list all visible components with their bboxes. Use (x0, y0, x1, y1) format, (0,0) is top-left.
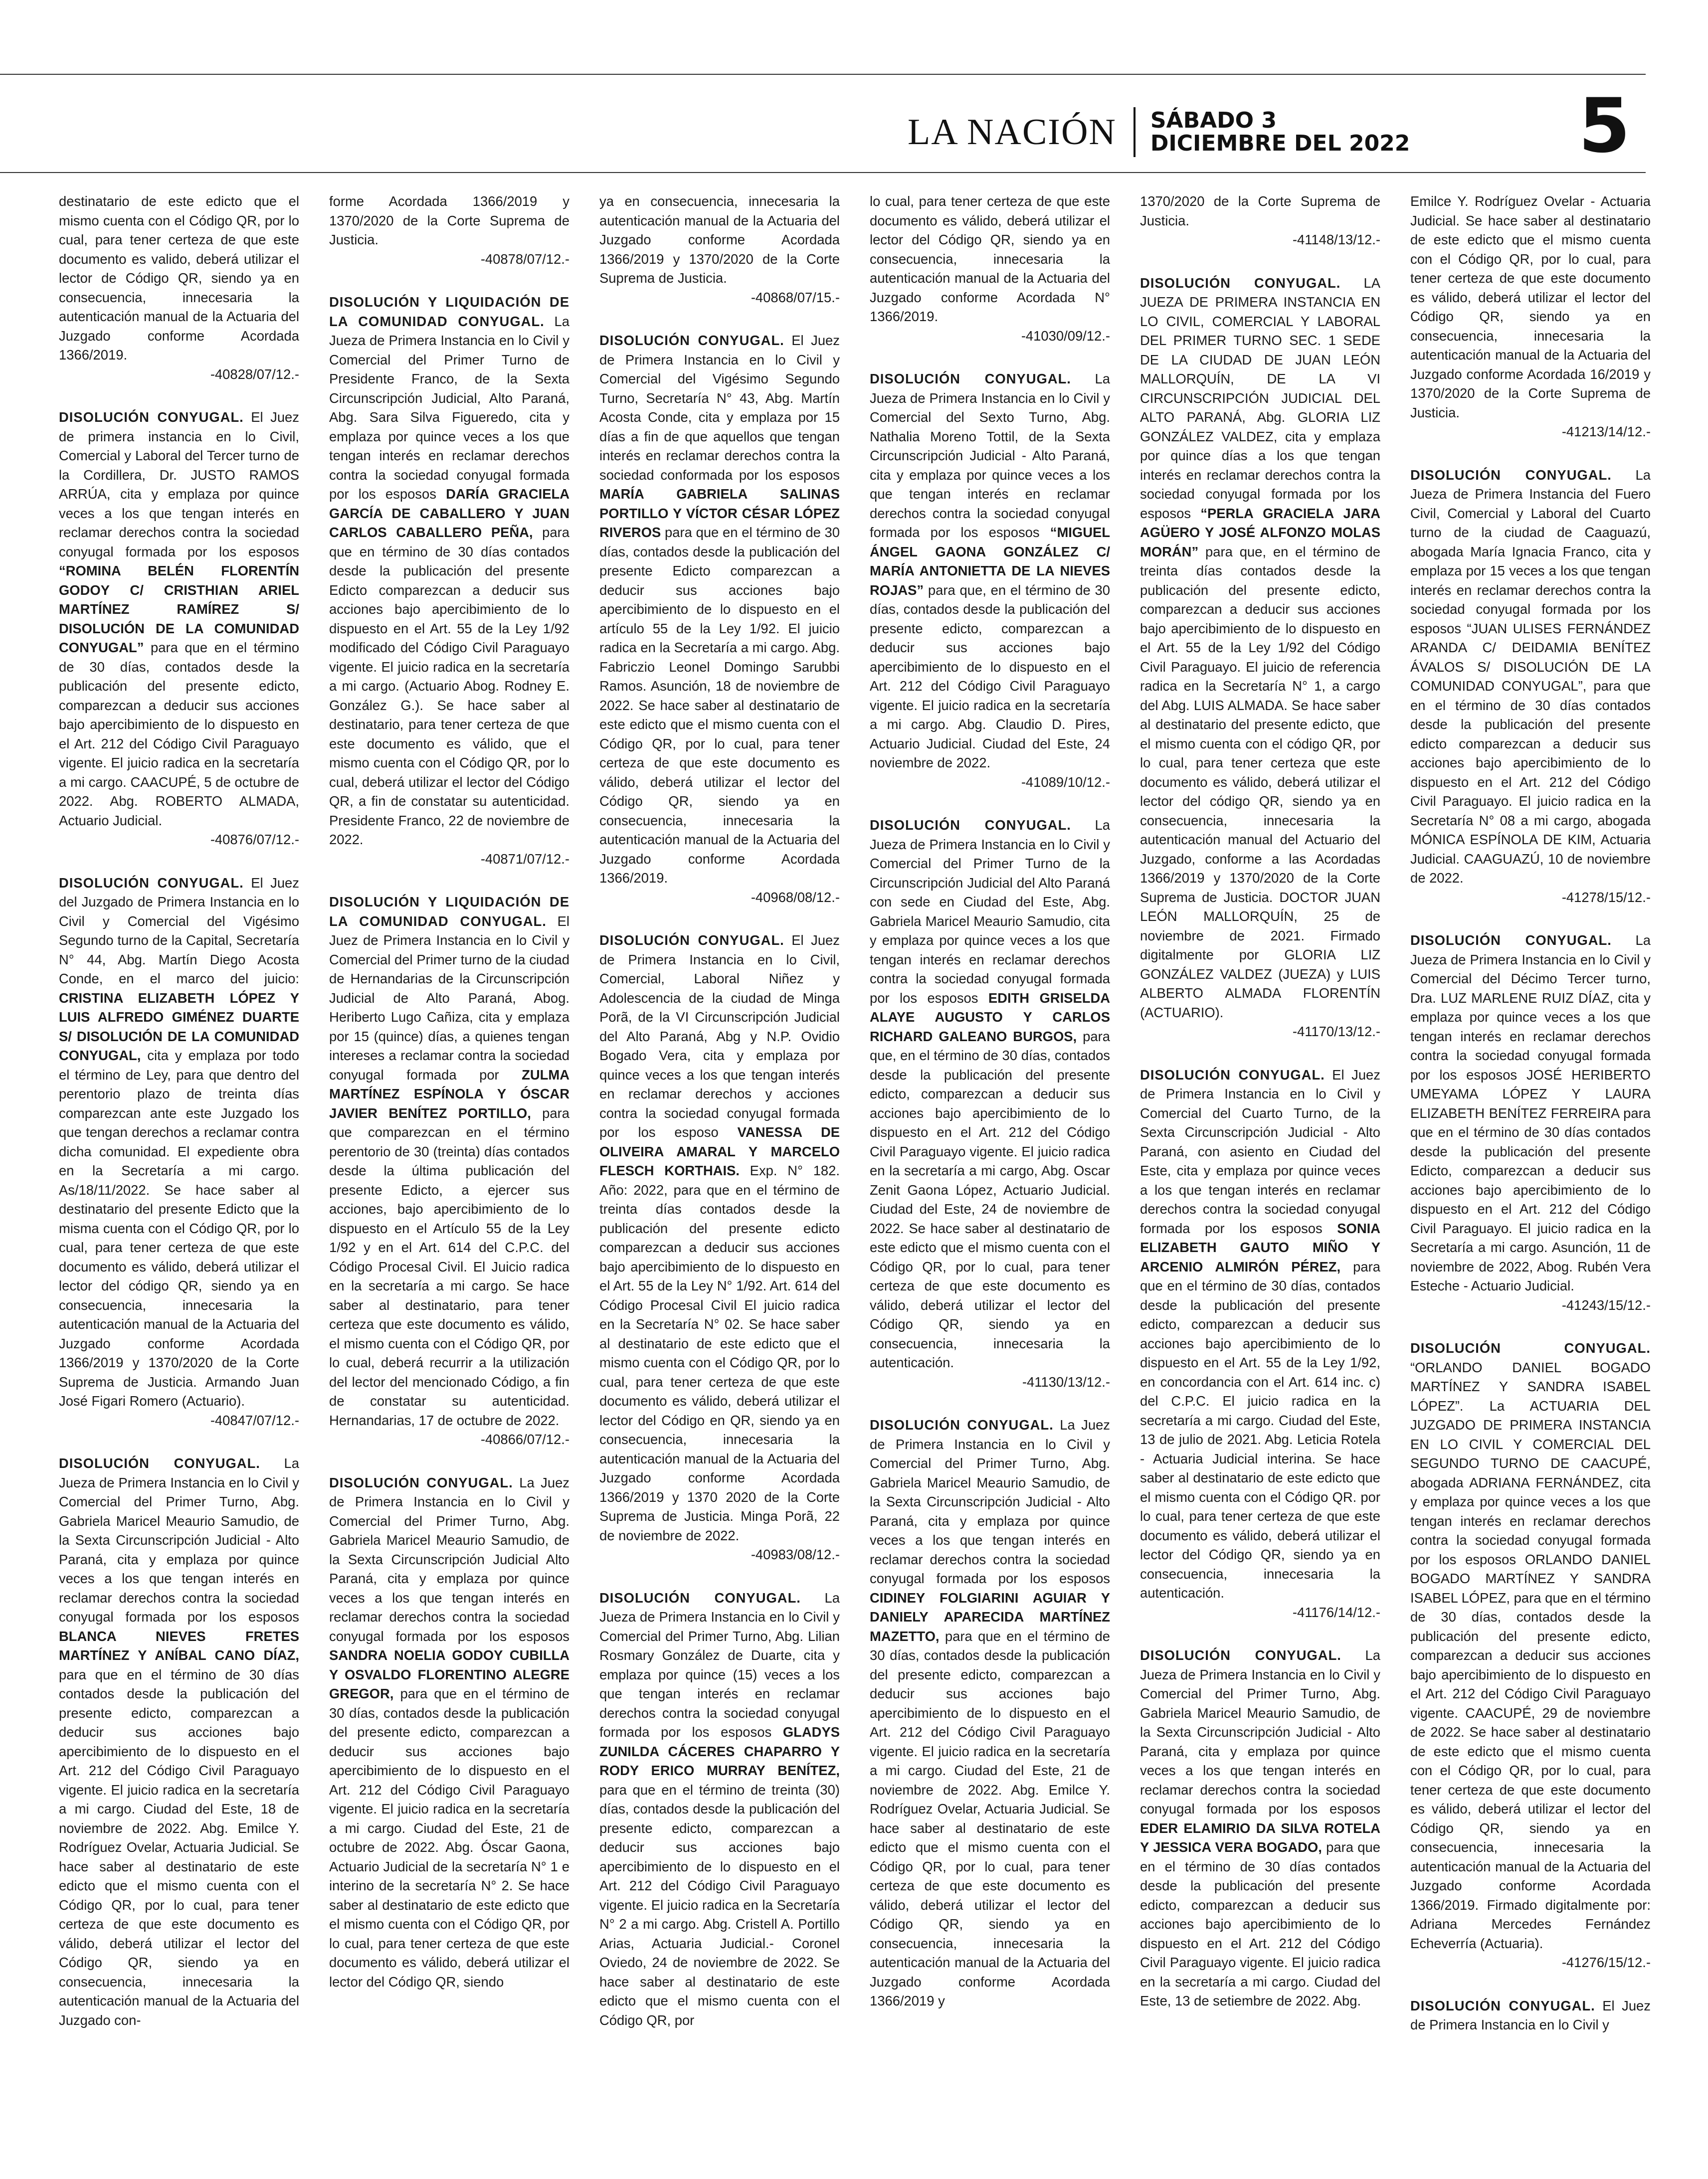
legal-notice: ya en consecuencia, innecesaria la autenticación manual de la Actuaria del Juzgado conforme Acordada 1366/2019 y 1370/2020 de la Corte Suprema de Justicia. -40868/07/15.- (599, 193, 840, 305)
legal-notice: DISOLUCIÓN CONYUGAL. La Jueza de Primera Instancia en lo Civil y Comercial del Primer Turno, Abg. Gabriela Maricel Meaurio Samudio, de la Sexta Circunscripción Judicial - Alto Paraná, cita y emplaza por quince veces a los que tengan interés en reclamar derechos contra la sociedad conyugal formada por los esposos EDER ELAMIRIO DA SILVA ROTELA Y JESSICA VERA BOGADO, para que en el término de 30 días contados desde la publicación del presente edicto, comparezcan a deducir sus acciones bajo apercibimiento de lo dispuesto en el Art. 212 del Código Civil Paraguayo vigente. El juicio radica en la secretaría a mi cargo. Ciudad del Este, 13 de setiembre de 2022. Abg. (1140, 1647, 1380, 2008)
legal-notice: DISOLUCIÓN CONYUGAL. La Juez de Primera Instancia en lo Civil y Comercial del Primer Turno, Abg. Gabriela Maricel Meaurio Samudio, de la Sexta Circunscripción Judicial Alto Paraná, cita y emplaza por quince veces a los que tengan interés en reclamar derechos contra la sociedad conyugal formada por los esposos SANDRA NOELIA GODOY CUBILLA Y OSVALDO FLORENTINO ALEGRE GREGOR, para que en el término de 30 días, contados desde la publicación del presente edicto, comparezcan a deducir sus acciones bajo apercibimiento de lo dispuesto en el Art. 212 del Código Civil Paraguayo vigente. El juicio radica en la secretaría a mi cargo. Ciudad del Este, 21 de octubre de 2022. Abg. Óscar Gaona, Actuario Judicial de la secretaría N° 1 e interino de la secretaría N° 2. Se hace saber al destinatario de este edicto que el mismo cuenta con el Código QR, por lo cual, para tener certeza de que este documento es válido, deberá utilizar el lector del Código QR, siendo (329, 1474, 569, 1990)
top-rule (0, 74, 1646, 75)
legal-notice: DISOLUCIÓN CONYUGAL. LA JUEZA DE PRIMERA INSTANCIA EN LO CIVIL, COMERCIAL Y LABORAL DEL PRIMER TURNO SEC. 1 SEDE DE LA CIUDAD DE JUAN LEÓN MALLORQUÍN, DE LA VI CIRCUNSCRIPCIÓN JUDICIAL DEL ALTO PARANÁ, Abg. GLORIA LIZ GONZÁLEZ VALDEZ, cita y emplaza por quince días a los que tengan interés en reclamar derechos contra la sociedad conyugal formada por los esposos “PERLA GRACIELA JARA AGÜERO Y JOSÉ ALFONZO MOLAS MORÁN” para que, en el término de treinta días contados desde la publicación del presente edicto, comparezcan a deducir sus acciones bajo apercibimiento de lo dispuesto en el Art. 55 de la Ley 1/92 del Código Civil Paraguayo. El juicio de referencia radica en la Secretaría N° 1, a cargo del Abg. LUIS ALMADA. Se hace saber al destinatario del presente edicto, que el mismo cuenta con el código QR, por lo cual, para tener certeza que este documento es válido, deberá utilizar el lector del código QR, siendo ya en consecuencia, innecesaria la autenticación manual del Actuario del Juzgado, conforme a las Acordadas 1366/2019 y 1370/2020 de la Corte Suprema de Justicia. DOCTOR JUAN LEÓN MALLORQUÍN, 25 de noviembre de 2021. Firmado digitalmente por GLORIA LIZ GONZÁLEZ VALDEZ (JUEZA) y LUIS ALBERTO ALMADA FLORENTÍN (ACTUARIO). -41170/13/12.- (1140, 275, 1380, 1039)
legal-notice: DISOLUCIÓN CONYUGAL. La Jueza de Primera Instancia en lo Civil y Comercial del Primer Turno de la Circunscripción Judicial del Alto Paraná con sede en Ciudad del Este, Abg. Gabriela Maricel Meaurio Samudio, cita y emplaza por quince veces a los que tengan interés en reclamar derechos contra la sociedad conyugal formada por los esposos EDITH GRISELDA ALAYE AUGUSTO Y CARLOS RICHARD GALEANO BURGOS, para que, en el término de 30 días, contados desde la publicación del presente edicto, comparezcan a deducir sus acciones bajo apercibimiento de lo dispuesto en el Art. 212 del Código Civil Paraguayo vigente. El juicio radica en la secretaría a mi cargo, Abg. Oscar Zenit Gaona López, Actuario Judicial. Ciudad del Este, 24 de noviembre de 2022. Se hace saber al destinatario de este edicto que el mismo cuenta con el Código QR, por lo cual, para tener certeza de que este documento es válido, deberá utilizar el lector del Código QR, siendo ya en consecuencia, innecesaria la autenticación. -41130/13/12.- (870, 817, 1110, 1390)
issue-date-month: DICIEMBRE DEL 2022 (1150, 131, 1410, 156)
classifieds-columns (59, 192, 1651, 2167)
issue-date-day: SÁBADO 3 (1150, 107, 1277, 133)
legal-notice: DISOLUCIÓN CONYUGAL. La Jueza de Primera Instancia en lo Civil y Comercial del Sexto Turno, Abg. Nathalia Moreno Tottil, de la Sexta Circunscripción Judicial - Alto Paraná, cita y emplaza por quince veces a los que tengan interés en reclamar derechos contra la sociedad conyugal formada por los esposos “MIGUEL ÁNGEL GAONA GONZÁLEZ C/ MARÍA ANTONIETTA DE LA NIEVES ROJAS” para que, en el término de 30 días, contados desde la publicación del presente edicto, comparezcan a deducir sus acciones bajo apercibimiento de lo dispuesto en el Art. 212 del Código Civil Paraguayo vigente. El juicio radica en la secretaría a mi cargo. Abg. Claudio D. Pires, Actuario Judicial. Ciudad del Este, 24 noviembre de 2022. -41089/10/12.- (870, 371, 1110, 790)
legal-notice: DISOLUCIÓN CONYUGAL. El Juez de Primera Instancia en lo Civil y Comercial del Vigésimo Segundo Turno, Secretaría N° 43, Abg. Martín Acosta Conde, cita y emplaza por 15 días a fin de que aquellos que tengan interés en reclamar derechos contra la sociedad conformada por los esposos MARÍA GABRIELA SALINAS PORTILLO Y VÍCTOR CÉSAR LÓPEZ RIVEROS para que en el término de 30 días, contados desde la publicación del presente Edicto comparezcan a deducir sus acciones bajo apercibimiento de lo dispuesto en el artículo 55 de la Ley 1/92. El juicio radica en la Secretaría a mi cargo. Abg. Fabriczio Leonel Domingo Sarubbi Ramos. Asunción, 18 de noviembre de 2022. Se hace saber al destinatario de este edicto que el mismo cuenta con el Código QR, por lo cual, para tener certeza de que este documento es válido, deberá utilizar el lector del Código QR, siendo ya en consecuencia, innecesaria la autenticación manual de la Actuaria del Juzgado conforme Acordada 1366/2019. -40968/08/12.- (599, 333, 840, 905)
legal-notice: forme Acordada 1366/2019 y 1370/2020 de la Corte Suprema de Justicia. -40878/07/12.- (329, 193, 569, 267)
legal-notice: lo cual, para tener certeza de que este documento es válido, deberá utilizar el lector del Código QR, siendo ya en consecuencia, innecesaria la autenticación manual de la Actuaria del Juzgado conforme Acordada N° 1366/2019. -41030/09/12.- (870, 193, 1110, 344)
column-3 (599, 192, 840, 2167)
legal-notice: DISOLUCIÓN CONYUGAL. La Jueza de Primera Instancia del Fuero Civil, Comercial y Laboral del Cuarto turno de la ciudad de Caaguazú, abogada María Ignacia Franco, cita y emplaza por 15 veces a los que tengan interés en reclamar derechos contra la sociedad conyugal formada por los esposos “JUAN ULISES FERNÁNDEZ ARANDA C/ DEIDAMIA BENÍTEZ ÁVALOS S/ DISOLUCIÓN DE LA COMUNIDAD CONYUGAL”, para que en el término de 30 días contados desde la publicación del presente edicto comparezcan a deducir sus acciones bajo apercibimiento de lo dispuesto en el Art. 212 del Código Civil Paraguayo. El juicio radica en la Secretaría N° 08 a mi cargo, abogada MÓNICA ESPÍNOLA DE KIM, Actuaria Judicial. CAAGUAZÚ, 10 de noviembre de 2022. -41278/15/12.- (1410, 467, 1651, 905)
header-rule (0, 172, 1646, 173)
legal-notice: DISOLUCIÓN CONYUGAL. La Jueza de Primera Instancia en lo Civil y Comercial del Primer Turno, Abg. Lilian Rosmary González de Duarte, cita y emplaza por quince (15) veces a los que tengan interés en reclamar derechos contra la sociedad conyugal formada por los esposos GLADYS ZUNILDA CÁCERES CHAPARRO Y RODY ERICO MURRAY BENÍTEZ, para que en el término de treinta (30) días, contados desde la publicación del presente edicto, comparezcan a deducir sus acciones bajo apercibimiento de lo dispuesto en el Art. 212 del Código Civil Paraguayo vigente. El juicio radica en la Secretaría N° 2 a mi cargo. Abg. Cristell A. Portillo Arias, Actuaria Judicial.- Coronel Oviedo, 24 de noviembre de 2022. Se hace saber al destinatario de este edicto que el mismo cuenta con el Código QR, por (599, 1590, 840, 2028)
newspaper-logo: LA NACIÓN (908, 112, 1117, 153)
legal-notice: DISOLUCIÓN CONYUGAL. La Jueza de Primera Instancia en lo Civil y Comercial del Décimo Tercer turno, Dra. LUZ MARLENE RUIZ DÍAZ, cita y emplaza por quince veces a los que tengan interés en reclamar derechos contra la sociedad conyugal formada por los esposos JOSÉ HERIBERTO UMEYAMA LÓPEZ Y LAURA ELIZABETH BENÍTEZ FERREIRA para que en el término de 30 días contados desde la publicación del presente Edicto, comparezcan a deducir sus acciones bajo apercibimiento de lo dispuesto en el Art. 212 del Código Civil Paraguayo. El juicio radica en la Secretaría a mi cargo. Asunción, 11 de noviembre de 2022, Abog. Rubén Vera Esteche - Actuario Judicial. -41243/15/12.- (1410, 932, 1651, 1313)
column-5 (1140, 192, 1380, 2167)
column-6 (1410, 192, 1651, 2167)
column-1 (59, 192, 299, 2167)
legal-notice: Emilce Y. Rodríguez Ovelar - Actuaria Judicial. Se hace saber al destinatario de este edicto que el mismo cuenta con el Código QR, por lo cual, para tener certeza de que este documento es válido, deberá utilizar el lector del Código QR, siendo ya en consecuencia, innecesaria la autenticación manual de la Actuaria del Juzgado conforme Acordada 16/2019 y 1370/2020 de la Corte Suprema de Justicia. -41213/14/12.- (1410, 193, 1651, 439)
legal-notice: DISOLUCIÓN CONYUGAL. La Jueza de Primera Instancia en lo Civil y Comercial del Primer Turno, Abg. Gabriela Maricel Meaurio Samudio, de la Sexta Circunscripción Judicial - Alto Paraná, cita y emplaza por quince veces a los que tengan interés en reclamar derechos contra la sociedad conyugal formada por los esposos BLANCA NIEVES FRETES MARTÍNEZ Y ANÍBAL CANO DÍAZ, para que en el término de 30 días contados desde la publicación del presente edicto, comparezcan a deducir sus acciones bajo apercibimiento de lo dispuesto en el Art. 212 del Código Civil Paraguayo vigente. El juicio radica en la secretaría a mi cargo. Ciudad del Este, 18 de noviembre de 2022. Abg. Emilce Y. Rodríguez Ovelar, Actuaria Judicial. Se hace saber al destinatario de este edicto que el mismo cuenta con el Código QR, por lo cual, para tener certeza de que este documento es válido, deberá utilizar el lector del Código QR, siendo ya en consecuencia, innecesaria la autenticación manual de la Actuaria del Juzgado con- (59, 1455, 299, 2028)
legal-notice: destinatario de este edicto que el mismo cuenta con el Código QR, por lo cual, para tener certeza de que este documento es valido, deberá utilizar el lector de Código QR, siendo ya en consecuencia, innecesaria la autenticación manual de la Actuaria del Juzgado conforme Acordada 1366/2019. -40828/07/12.- (59, 193, 299, 382)
legal-notice: DISOLUCIÓN CONYUGAL. El Juez del Juzgado de Primera Instancia en lo Civil y Comercial del Vigésimo Segundo turno de la Capital, Secretaría N° 44, Abg. Martín Diego Acosta Conde, en el marco del juicio: CRISTINA ELIZABETH LÓPEZ Y LUIS ALFREDO GIMÉNEZ DUARTE S/ DISOLUCIÓN DE LA COMUNIDAD CONYUGAL, cita y emplaza por todo el término de Ley, para que dentro del perentorio plazo de treinta días comparezcan ante este Juzgado los que tengan derechos a reclamar contra dicha comunidad. El expediente obra en la Secretaría a mi cargo. As/18/11/2022. Se hace saber al destinatario del presente Edicto que la misma cuenta con el Código QR, por lo cual, para tener certeza de que este documento es válido, deberá utilizar el lector del código QR, siendo ya en consecuencia, innecesaria la autenticación manual de la Actuaria del Juzgado conforme Acordada 1366/2019 y 1370/2020 de la Corte Suprema de Justicia. Armando Juan José Figari Romero (Actuario). -40847/07/12.- (59, 875, 299, 1428)
legal-notice: DISOLUCIÓN CONYUGAL. El Juez de primera instancia en lo Civil, Comercial y Laboral del Tercer turno de la Cordillera, Dr. JUSTO RAMOS ARRÚA, cita y emplaza por quince veces a los que tengan interés en reclamar derechos contra la sociedad conyugal formada por los esposos “ROMINA BELÉN FLORENTÍN GODOY C/ CRISTHIAN ARIEL MARTÍNEZ RAMÍREZ S/ DISOLUCIÓN DE LA COMUNIDAD CONYUGAL” para que en el término de 30 días, contados desde la publicación del presente edicto, comparezcan a deducir sus acciones bajo apercibimiento de lo dispuesto en el Art. 212 del Código Civil Paraguayo vigente. El juicio radica en la secretaría a mi cargo. CAACUPÉ, 5 de octubre de 2022. Abg. ROBERTO ALMADA, Actuario Judicial. -40876/07/12.- (59, 409, 299, 847)
legal-notice: DISOLUCIÓN Y LIQUIDACIÓN DE LA COMUNIDAD CONYUGAL. La Jueza de Primera Instancia en lo Civil y Comercial del Primer Turno de Presidente Franco, de la Sexta Circunscripción Judicial, Alto Paraná, Abg. Sara Silva Figueredo, cita y emplaza por quince veces a los que tengan interés en reclamar derechos contra la sociedad conyugal formada por los esposos DARÍA GRACIELA GARCÍA DE CABALLERO Y JUAN CARLOS CABALLERO PEÑA, para que en término de 30 días contados desde la publicación del presente Edicto comparezcan a deducir sus acciones bajo apercibimiento de lo dispuesto en el Art. 55 de la Ley 1/92 modificado del Código Civil Paraguayo vigente. El juicio radica en la secretaría a mi cargo. (Actuario Abog. Rodney E. González G.). Se hace saber al destinatario, para tener certeza de que este documento es válido, que el mismo cuenta con el Código QR, por lo cual, deberá utilizar el lector del Código QR, a fin de constatar su autenticidad. Presidente Franco, 22 de noviembre de 2022. -40871/07/12.- (329, 294, 569, 867)
legal-notice: DISOLUCIÓN CONYUGAL. La Juez de Primera Instancia en lo Civil y Comercial del Primer Turno, Abg. Gabriela Maricel Meaurio Samudio, de la Sexta Circunscripción Judicial - Alto Paraná, cita y emplaza por quince veces a los que tengan interés en reclamar derechos contra la sociedad conyugal formada por los esposos CIDINEY FOLGIARINI AGUIAR Y DANIELY APARECIDA MARTÍNEZ MAZETTO, para que en el término de 30 días, contados desde la publicación del presente edicto, comparezcan a deducir sus acciones bajo apercibimiento de lo dispuesto en el Art. 212 del Código Civil Paraguayo vigente. El juicio radica en la secretaría a mi cargo. Ciudad del Este, 21 de noviembre de 2022. Abg. Emilce Y. Rodríguez Ovelar, Actuaria Judicial. Se hace saber al destinatario de este edicto que el mismo cuenta con el Código QR, por lo cual, para tener certeza de que este documento es válido, deberá utilizar el lector del Código QR, siendo ya en consecuencia, innecesaria la autenticación manual de la Actuaria del Juzgado conforme Acordada 1366/2019 y (870, 1417, 1110, 2008)
issue-date (1150, 109, 1410, 155)
legal-notice: DISOLUCIÓN CONYUGAL. El Juez de Primera Instancia en lo Civil y Comercial del Cuarto Turno, de la Sexta Circunscripción Judicial - Alto Paraná, con asiento en Ciudad del Este, cita y emplaza por quince veces a los que tengan interés en reclamar derechos contra la sociedad conyugal formada por los esposos SONIA ELIZABETH GAUTO MIÑO Y ARCENIO ALMIRÓN PÉREZ, para que en el término de 30 días, contados desde la publicación del presente edicto, comparezcan a deducir sus acciones bajo apercibimiento de lo dispuesto en el Art. 55 de la Ley 1/92, en concordancia con el Art. 614 inc. c) del C.P.C. El juicio radica en la secretaría a mi cargo. Ciudad del Este, 13 de julio de 2021. Abg. Leticia Rotela - Actuaria Judicial interina. Se hace saber al destinatario de este edicto que el mismo cuenta con el Código QR. por lo cual, para tener certeza de que este documento es válido, deberá utilizar el lector del Código QR, siendo ya en consecuencia, innecesaria la autenticación. -41176/14/12.- (1140, 1067, 1380, 1620)
legal-notice: DISOLUCIÓN Y LIQUIDACIÓN DE LA COMUNIDAD CONYUGAL. El Juez de Primera Instancia en lo Civil y Comercial del Primer turno de la ciudad de Hernandarias de la Circunscripción Judicial de Alto Paraná, Abog. Heriberto Lugo Cañiza, cita y emplaza por 15 (quince) días, a quienes tengan intereses a reclamar contra la sociedad conyugal formada por ZULMA MARTÍNEZ ESPÍNOLA Y ÓSCAR JAVIER BENÍTEZ PORTILLO, para que comparezcan en el término perentorio de 30 (treinta) días contados desde la última publicación del presente Edicto, a ejercer sus acciones, bajo apercibimiento de lo dispuesto en el Artículo 55 de la Ley 1/92 y en el Art. 614 del C.P.C. del Código Procesal Civil. El Juicio radica en la secretaría a mi cargo. Se hace saber al destinatario, para tener certeza que este documento es válido, el mismo cuenta con el Código QR, por lo cual, deberá recurrir a la utilización del lector del mencionado Código, a fin de constatar su autenticidad. Hernandarias, 17 de octubre de 2022. -40866/07/12.- (329, 894, 569, 1447)
legal-notice: DISOLUCIÓN CONYUGAL. El Juez de Primera Instancia en lo Civil y (1410, 1997, 1651, 2032)
legal-notice: 1370/2020 de la Corte Suprema de Justicia. -41148/13/12.- (1140, 193, 1380, 247)
legal-notice: DISOLUCIÓN CONYUGAL. “ORLANDO DANIEL BOGADO MARTÍNEZ Y SANDRA ISABEL LÓPEZ”. La ACTUARIA DEL JUZGADO DE PRIMERA INSTANCIA EN LO CIVIL Y COMERCIAL DEL SEGUNDO TURNO DE CAACUPÉ, abogada ADRIANA FERNÁNDEZ, cita y emplaza por quince veces a los que tengan interés en reclamar derechos contra la sociedad conyugal formada por los esposos ORLANDO DANIEL BOGADO MARTÍNEZ Y SANDRA ISABEL LÓPEZ, para que en el término de 30 días, contados desde la publicación del presente edicto, comparezcan a deducir sus acciones bajo apercibimiento de lo dispuesto en el Art. 212 del Código Civil Paraguayo vigente. CAACUPÉ, 29 de noviembre de 2022. Se hace saber al destinatario de este edicto que el mismo cuenta con el Código QR, por lo cual, para tener certeza de que este documento es válido, deberá utilizar el lector del Código QR, siendo ya en consecuencia, innecesaria la autenticación manual de la Actuaria del Juzgado conforme Acordada 1366/2019. Firmado digitalmente por: Adriana Mercedes Fernández Echeverría (Actuaria). -41276/15/12.- (1410, 1340, 1651, 1970)
page-number: 5 (1578, 83, 1631, 170)
masthead (908, 107, 1410, 157)
masthead-divider (1134, 107, 1136, 157)
column-2 (329, 192, 569, 2167)
column-4 (870, 192, 1110, 2167)
legal-notice: DISOLUCIÓN CONYUGAL. El Juez de Primera Instancia en lo Civil, Comercial, Laboral Niñez y Adolescencia de la ciudad de Minga Porã, de la VI Circunscripción Judicial del Alto Paraná, Abg y N.P. Ovidio Bogado Vera, cita y emplaza por quince veces a los que tengan interés en reclamar derechos y acciones contra la sociedad conyugal formada por los esposo VANESSA DE OLIVEIRA AMARAL Y MARCELO FLESCH KORTHAIS. Exp. N° 182. Año: 2022, para que en el término de treinta días contados desde la publicación del presente edicto comparezcan a deducir sus acciones bajo apercibimiento de lo dispuesto en el Art. 55 de la Ley N° 1/92. Art. 614 del Código Procesal Civil El juicio radica en la Secretaría N° 02. Se hace saber al destinatario de este edicto que el mismo cuenta con el Código QR, por lo cual, para tener certeza de que este documento es válido, deberá utilizar el lector del Código en QR, siendo ya en consecuencia, innecesaria la autenticación manual de la Actuaria del Juzgado conforme Acordada 1366/2019 y 1370 2020 de la Corte Suprema de Justicia. Minga Porã, 22 de noviembre de 2022. -40983/08/12.- (599, 932, 840, 1562)
